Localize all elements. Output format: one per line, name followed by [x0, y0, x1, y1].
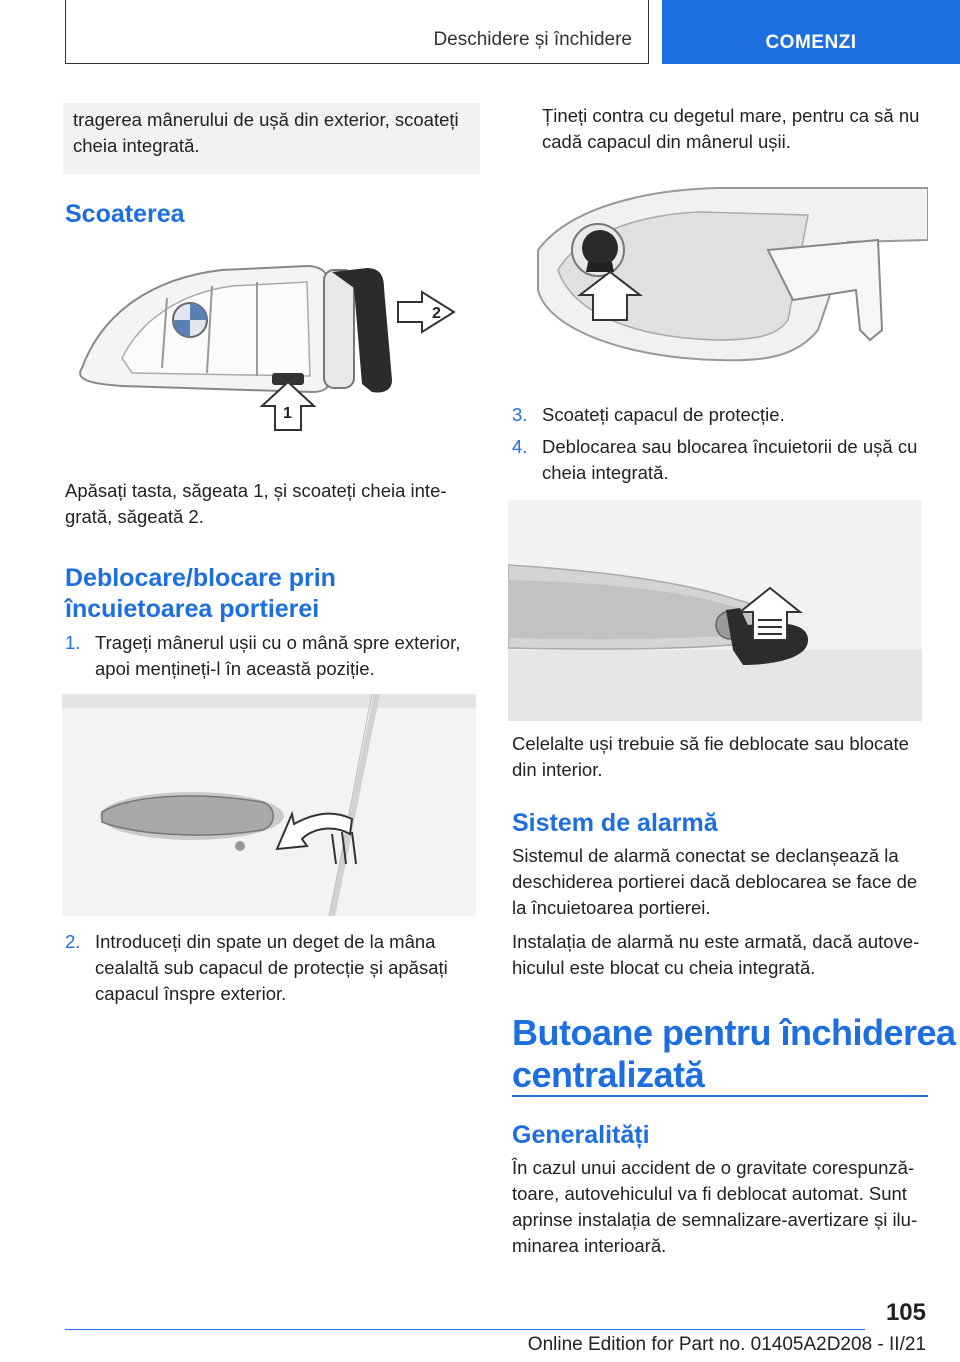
- tab-comenzi-label: COMENZI: [765, 32, 857, 53]
- list-item: [512, 402, 927, 428]
- heading-deblocare-line2: încuietoarea portierei: [65, 595, 320, 623]
- figure-label-1: 1: [283, 405, 292, 422]
- heading-scoaterea: Scoaterea: [65, 200, 185, 228]
- list-item: [512, 434, 927, 486]
- page-number: 105: [885, 1299, 926, 1326]
- footer-edition: Online Edition for Part no. 01405A2D208 - II/21: [527, 1334, 926, 1355]
- header-section-box: [65, 0, 649, 64]
- step-1-text: Trageți mânerul ușii cu o mână spre exterior, apoi mențineți-l în această poziție.: [95, 632, 461, 679]
- heading-butoane-line2: centralizată: [512, 1054, 705, 1095]
- heading-butoane-line1: Butoane pentru închiderea: [512, 1012, 956, 1053]
- header-section-title: Deschidere și închidere: [433, 29, 632, 50]
- tab-comenzi[interactable]: [662, 0, 960, 64]
- heading-sistem-alarma: Sistem de alarmă: [512, 809, 718, 837]
- door-handle-pull-figure: [62, 694, 476, 916]
- intro-note-box: [63, 103, 480, 174]
- right-intro-text: Țineți contra cu degetul mare, pentru ca să nu cadă capacul din mânerul ușii.: [542, 105, 920, 152]
- alarm-paragraph-2: Instalația de alarmă nu este armată, dacă autove‐ hiculul este blocat cu cheia integrată.: [512, 931, 920, 978]
- section-divider: [512, 1095, 928, 1097]
- intro-note-text: tragerea mânerului de ușă din exterior, scoateți cheia integrată.: [73, 109, 459, 156]
- footer-divider: [65, 1329, 865, 1330]
- scoaterea-caption: Apăsați tasta, săgeata 1, și scoateți cheia inte‐ grată, săgeată 2.: [65, 480, 447, 527]
- list-item: [65, 630, 477, 682]
- generalitati-paragraph: În cazul unui accident de o gravitate corespunză‐ toare, autovehiculul va fi deblocat automat. Sunt aprinse instalația de semnalizare-avertizare și ilu‐ minarea interioară.: [512, 1157, 918, 1256]
- after-image-text: Celelalte uși trebuie să fie deblocate sau blocate din interior.: [512, 733, 909, 780]
- heading-generalitati: Generalități: [512, 1121, 650, 1149]
- list-item: [65, 929, 477, 1007]
- cap-removal-figure: [518, 180, 928, 370]
- step-3-number: 3.: [512, 404, 528, 425]
- figure-label-2: 2: [432, 305, 441, 322]
- step-4-text: Deblocarea sau blocarea încuietorii de ușă cu cheia integrată.: [542, 436, 918, 483]
- step-3-text: Scoateți capacul de protecție.: [542, 404, 785, 425]
- key-in-lock-figure: [508, 500, 922, 721]
- alarm-paragraph-1: Sistemul de alarmă conectat se declanșează la deschiderea portierei dacă deblocarea se face de la încuietoarea portierei.: [512, 845, 918, 918]
- step-2-number: 2.: [65, 931, 81, 952]
- heading-deblocare-line1: Deblocare/blocare prin: [65, 564, 336, 592]
- step-2-text: Introduceți din spate un deget de la mâna cealaltă sub capacul de protecție și apăsați capacul înspre exterior.: [95, 931, 448, 1004]
- key-fob-figure: [62, 258, 472, 438]
- step-4-number: 4.: [512, 436, 528, 457]
- step-1-number: 1.: [65, 632, 81, 653]
